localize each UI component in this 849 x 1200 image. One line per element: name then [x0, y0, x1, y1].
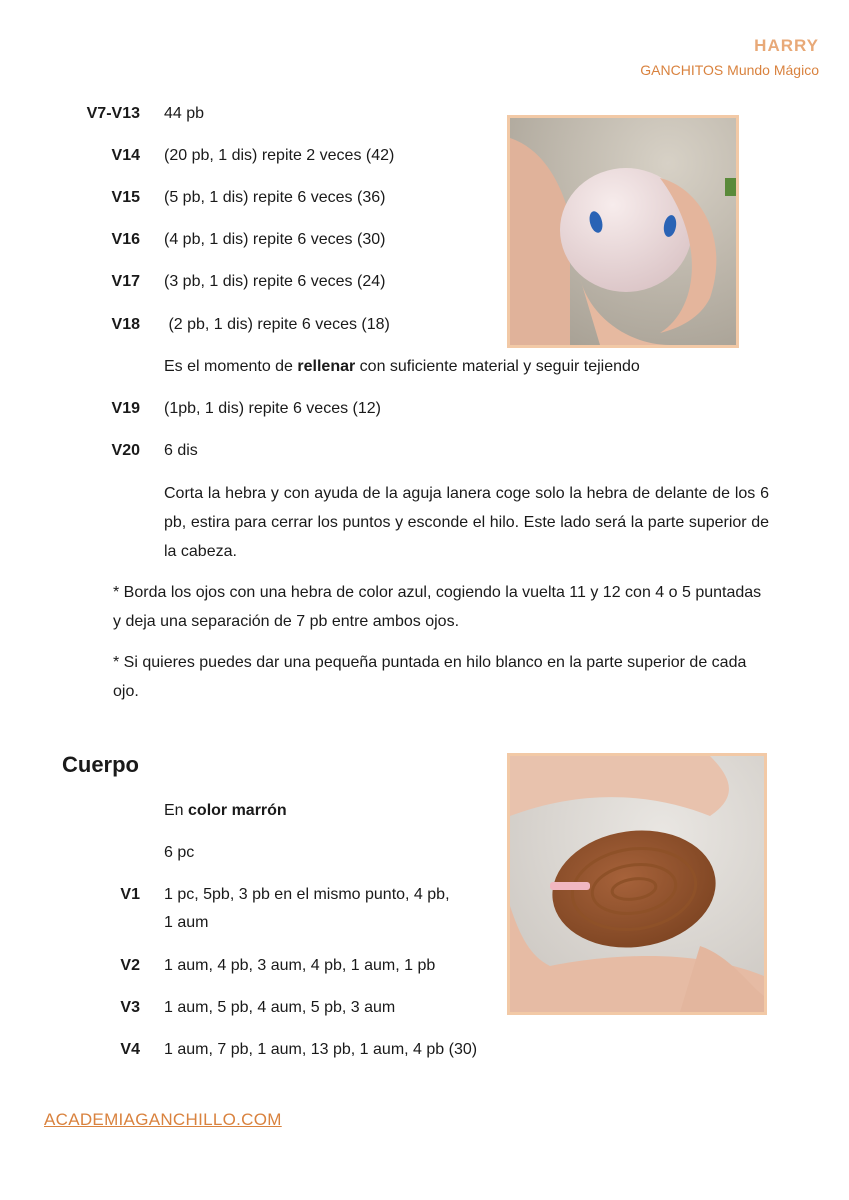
round-instruction: 1 pc, 5pb, 3 pb en el mismo punto, 4 pb,: [164, 886, 450, 903]
round-instruction: 44 pb: [164, 105, 205, 122]
footer-website-link[interactable]: ACADEMIAGANCHILLO.COM: [44, 1110, 282, 1129]
stuffing-note: [164, 357, 640, 377]
body-color-bold: color marrón: [188, 802, 287, 819]
round-instruction: (2 pb, 1 dis) repite 6 veces (18): [164, 316, 390, 333]
document-subtitle: GANCHITOS Mundo Mágico: [640, 62, 819, 78]
stuffing-note-prefix: Es el momento de: [164, 358, 298, 375]
round-label: V4: [120, 1041, 140, 1058]
round-instruction: 1 aum, 7 pb, 1 aum, 13 pb, 1 aum, 4 pb (30): [164, 1041, 478, 1058]
round-instruction-continued: 1 aum: [164, 914, 209, 931]
round-instruction: 1 aum, 5 pb, 4 aum, 5 pb, 3 aum: [164, 999, 396, 1016]
round-label: V16: [111, 231, 140, 248]
round-label: V18: [111, 316, 140, 333]
round-label: V7-V13: [86, 105, 140, 122]
head-photo: [507, 115, 739, 348]
body-photo: [507, 753, 767, 1015]
document-title: HARRY: [754, 36, 819, 55]
round-label: V14: [111, 147, 140, 164]
round-label: V17: [111, 273, 140, 290]
round-label: V19: [111, 400, 140, 417]
body-color-line: [164, 801, 287, 821]
stuffing-note-bold: rellenar: [297, 358, 356, 375]
stuffing-note-suffix: con suficiente material y seguir tejiendo: [355, 358, 640, 375]
round-label: V15: [111, 189, 140, 206]
eye-embroidery-note: * Borda los ojos con una hebra de color azul, cogiendo la vuelta 11 y 12 con 4 o 5 puntadas y deja una separación de 7 pb entre ambos ojos.: [113, 584, 762, 630]
round-label: V1: [120, 886, 140, 903]
round-instruction: 1 aum, 4 pb, 3 aum, 4 pb, 1 aum, 1 pb: [164, 957, 436, 974]
body-start-chain: 6 pc: [164, 844, 195, 861]
round-label: V3: [120, 999, 140, 1016]
round-instruction: (4 pb, 1 dis) repite 6 veces (30): [164, 231, 386, 248]
round-instruction: (3 pb, 1 dis) repite 6 veces (24): [164, 273, 386, 290]
round-label: V20: [111, 442, 140, 459]
crochet-body-illustration: [510, 756, 764, 1012]
round-instruction: (5 pb, 1 dis) repite 6 veces (36): [164, 189, 386, 206]
round-label: V2: [120, 957, 140, 974]
round-instruction: (20 pb, 1 dis) repite 2 veces (42): [164, 147, 395, 164]
round-instruction: 6 dis: [164, 442, 198, 459]
closing-paragraph: Corta la hebra y con ayuda de la aguja lanera coge solo la hebra de delante de los 6 pb, estira para cerrar los puntos y esconde el hilo. Este lado será la parte superior de la cabeza.: [164, 485, 769, 560]
body-color-prefix: En: [164, 802, 189, 819]
crochet-head-illustration: [510, 118, 736, 345]
round-instruction: (1pb, 1 dis) repite 6 veces (12): [164, 400, 381, 417]
white-stitch-note: * Si quieres puedes dar una pequeña puntada en hilo blanco en la parte superior de cada ojo.: [113, 654, 747, 700]
section-title-body: Cuerpo: [62, 752, 139, 777]
